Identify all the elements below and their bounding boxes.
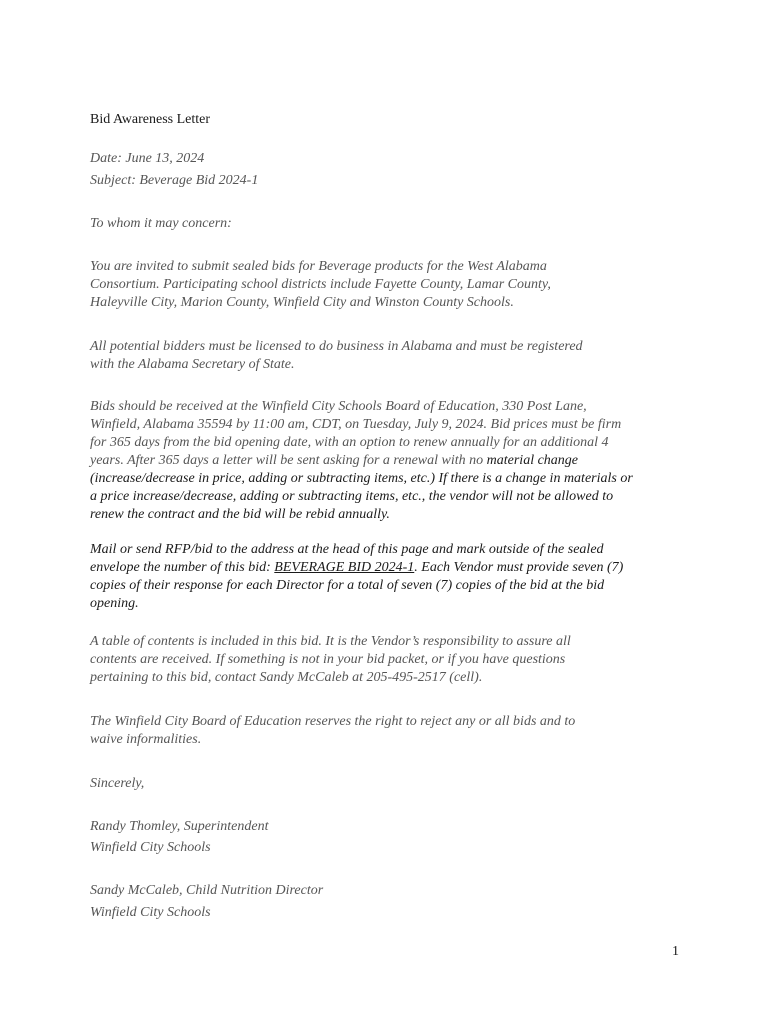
contents-paragraph-line: contents are received. If something is not in your bid packet, or if you have questions (90, 652, 566, 667)
submission-paragraph-line (90, 452, 578, 470)
submission-paragraph-line: Winfield, Alabama 35594 by 11:00 am, CDT, on Tuesday, July 9, 2024. Bid prices must be firm (90, 417, 622, 432)
mailing-paragraph-line: opening. (90, 596, 139, 611)
invitation-paragraph-line: Consortium. Participating school districts include Fayette County, Lamar County, (90, 277, 551, 292)
letter-subject: Subject: Beverage Bid 2024-1 (90, 173, 259, 188)
mailing-text: . Each Vendor must provide seven (7) (414, 560, 624, 575)
submission-paragraph-line: (increase/decrease in price, adding or subtracting items, etc.) If there is a change in materials or (90, 471, 633, 486)
invitation-paragraph-line: You are invited to submit sealed bids for Beverage products for the West Alabama (90, 259, 547, 274)
licensing-paragraph-line: with the Alabama Secretary of State. (90, 357, 295, 372)
mailing-paragraph-line: copies of their response for each Director for a total of seven (7) copies of the bid at the bid (90, 578, 605, 593)
reservation-paragraph-line: waive informalities. (90, 732, 202, 747)
licensing-paragraph-line: All potential bidders must be licensed to do business in Alabama and must be registered (90, 339, 583, 354)
submission-paragraph-line: a price increase/decrease, adding or subtracting items, etc., the vendor will not be allowed to (90, 489, 614, 504)
salutation: To whom it may concern: (90, 216, 232, 231)
closing: Sincerely, (90, 776, 145, 791)
submission-paragraph-line: renew the contract and the bid will be rebid annually. (90, 507, 390, 522)
signer-organization: Winfield City Schools (90, 840, 211, 855)
signer-organization: Winfield City Schools (90, 905, 211, 920)
signer-name: Randy Thomley, Superintendent (90, 819, 269, 834)
mailing-text: envelope the number of this bid: (90, 560, 275, 575)
mailing-paragraph-line (90, 559, 623, 577)
bid-number: BEVERAGE BID 2024-1 (274, 560, 415, 575)
reservation-paragraph-line: The Winfield City Board of Education reserves the right to reject any or all bids and to (90, 714, 576, 729)
submission-paragraph-line: for 365 days from the bid opening date, with an option to renew annually for an additional 4 (90, 435, 609, 450)
contents-paragraph-line: pertaining to this bid, contact Sandy McCaleb at 205-495-2517 (cell). (90, 670, 483, 685)
page-number: 1 (672, 944, 679, 959)
contents-paragraph-line: A table of contents is included in this bid. It is the Vendor’s responsibility to assure all (90, 634, 571, 649)
letter-date: Date: June 13, 2024 (90, 151, 205, 166)
mailing-paragraph-line: Mail or send RFP/bid to the address at the head of this page and mark outside of the sealed (90, 542, 604, 557)
submission-paragraph-line: Bids should be received at the Winfield City Schools Board of Education, 330 Post Lane, (90, 399, 587, 414)
signer-name: Sandy McCaleb, Child Nutrition Director (90, 883, 324, 898)
invitation-paragraph-line: Haleyville City, Marion County, Winfield City and Winston County Schools. (90, 295, 514, 310)
submission-text-gray: years. After 365 days a letter will be sent asking for a renewal with no (90, 453, 487, 468)
material-change-text: material change (486, 453, 579, 468)
letter-title: Bid Awareness Letter (90, 112, 211, 127)
